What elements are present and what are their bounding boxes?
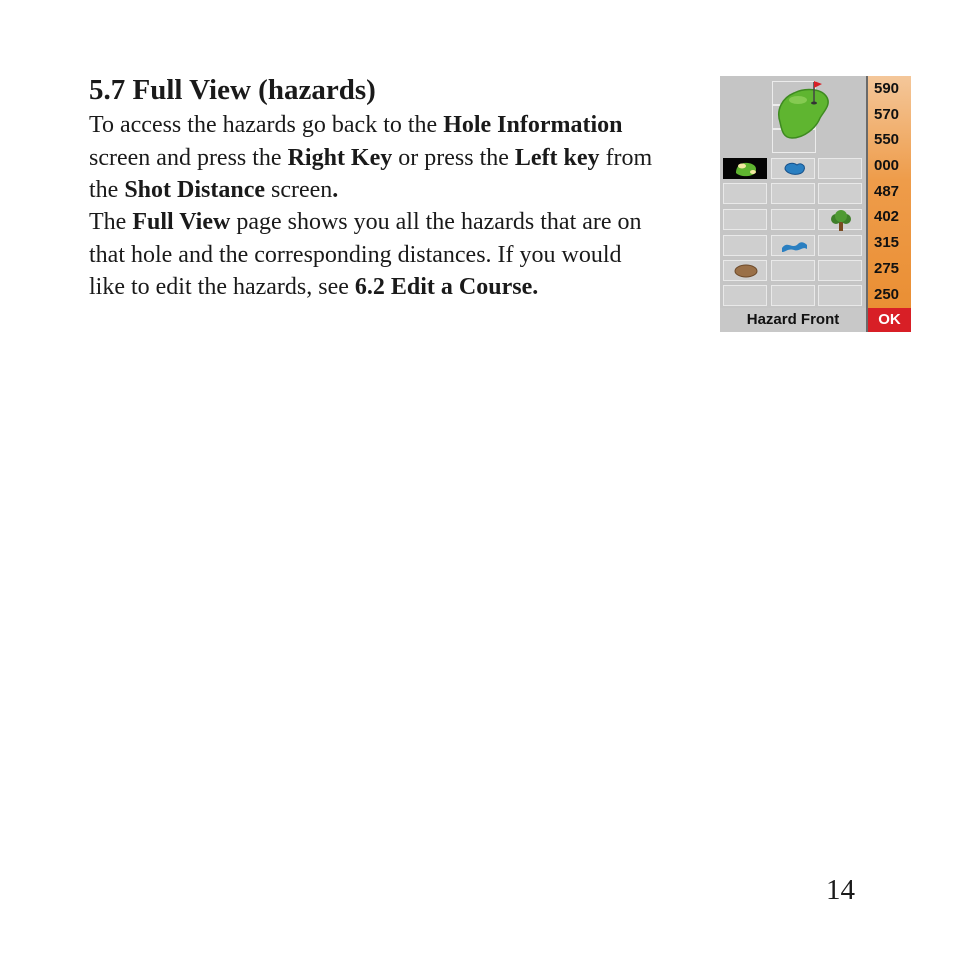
distance-value: 250	[874, 285, 900, 303]
green-bunker-icon	[732, 159, 760, 184]
hazard-cell[interactable]	[818, 285, 862, 306]
section-heading: 5.7 Full View (hazards)	[89, 74, 376, 106]
hazard-cell[interactable]	[771, 285, 815, 306]
bold-text: 6.2 Edit a Course.	[354, 274, 539, 300]
ok-button[interactable]: OK	[866, 308, 911, 332]
text-run: The	[89, 209, 133, 235]
distance-column	[866, 76, 911, 308]
hole-map	[720, 76, 866, 308]
paragraph-full-view	[89, 206, 719, 304]
text-run: To access the hazards go back to the	[89, 112, 444, 138]
distance-value: 550	[874, 131, 900, 149]
text-line	[89, 239, 719, 272]
sand-bunker-icon	[732, 261, 760, 286]
text-run: page shows you all the hazards that are on	[230, 209, 642, 235]
hazard-cell[interactable]	[723, 285, 767, 306]
tree-icon	[827, 210, 855, 237]
hazard-cell[interactable]	[818, 260, 862, 281]
text-line	[89, 206, 719, 239]
hazard-cell[interactable]	[818, 158, 862, 179]
text-run: screen	[265, 177, 333, 203]
distance-value: 000	[874, 157, 900, 175]
distance-value: 402	[874, 208, 900, 226]
bold-text: Left key	[514, 144, 600, 171]
bold-text: Shot Distance	[124, 177, 265, 203]
text-run: from	[599, 144, 653, 171]
device-screen	[720, 76, 911, 332]
hazard-cell[interactable]	[818, 209, 862, 230]
distance-value: 315	[874, 234, 900, 252]
bold-text: Full View	[132, 209, 231, 235]
hazard-cell[interactable]	[771, 235, 815, 256]
bold-text: Hole Information	[443, 112, 623, 138]
text-run: screen and press the	[89, 144, 288, 171]
hazard-cell[interactable]	[771, 183, 815, 204]
hazard-front-label: Hazard Front	[720, 308, 866, 332]
hazard-cell[interactable]	[723, 235, 767, 256]
creek-icon	[780, 236, 808, 261]
distance-value: 570	[874, 105, 900, 123]
bold-text: Right Key	[287, 144, 393, 171]
hazard-cell[interactable]	[771, 209, 815, 230]
putting-green-icon	[764, 76, 834, 156]
bold-text: .	[332, 177, 339, 203]
hazard-cell[interactable]	[723, 183, 767, 204]
hazard-cell[interactable]	[771, 260, 815, 281]
text-line	[89, 174, 719, 207]
pond-icon	[780, 159, 808, 184]
text-run: that hole and the corresponding distances. If you would	[89, 241, 622, 268]
hazard-cell[interactable]	[723, 158, 767, 179]
hazard-cell[interactable]	[723, 260, 767, 281]
distance-value: 275	[874, 259, 900, 277]
text-line	[89, 109, 719, 142]
hazard-cell[interactable]	[723, 209, 767, 230]
text-line	[89, 142, 719, 175]
distance-value: 487	[874, 182, 900, 200]
text-run: or press the	[392, 144, 515, 171]
text-line	[89, 271, 719, 304]
hazard-cell[interactable]	[818, 183, 862, 204]
hazard-cell[interactable]	[771, 158, 815, 179]
text-run: like to edit the hazards, see	[89, 274, 355, 300]
distance-value: 590	[874, 80, 900, 97]
page-number: 14	[826, 874, 855, 906]
paragraph-access-hazards	[89, 109, 719, 207]
text-run: the	[89, 177, 125, 203]
hazard-cell[interactable]	[818, 235, 862, 256]
